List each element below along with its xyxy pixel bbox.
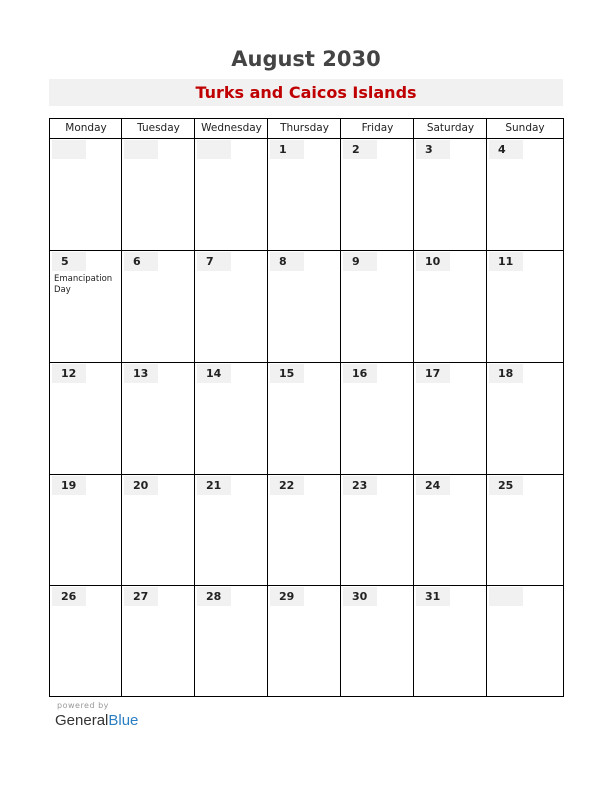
generalblue-logo[interactable] [55, 712, 138, 729]
day-number: 10 [425, 255, 441, 268]
day-number: 27 [133, 590, 149, 603]
day-number: 16 [352, 367, 368, 380]
day-number: 26 [61, 590, 77, 603]
powered-by-label: powered by [57, 701, 109, 710]
weekday-header-wednesday: Wednesday [201, 122, 262, 134]
holiday-note: Emancipation Day [54, 274, 113, 295]
grid-horizontal-line [50, 585, 563, 586]
day-number: 13 [133, 367, 149, 380]
country-name: Turks and Caicos Islands [195, 83, 417, 102]
day-number-box [343, 252, 377, 271]
day-number: 14 [206, 367, 222, 380]
day-number: 24 [425, 479, 441, 492]
grid-vertical-line [267, 119, 268, 696]
day-number-box [270, 140, 304, 159]
weekday-header-tuesday: Tuesday [137, 122, 180, 134]
weekday-header-monday: Monday [65, 122, 107, 134]
day-number: 28 [206, 590, 222, 603]
day-number: 21 [206, 479, 222, 492]
day-number: 15 [279, 367, 295, 380]
day-number: 1 [279, 143, 287, 156]
grid-horizontal-line [50, 250, 563, 251]
day-number: 29 [279, 590, 295, 603]
grid-horizontal-line [50, 362, 563, 363]
day-number: 11 [498, 255, 514, 268]
day-number-box [343, 140, 377, 159]
weekday-header-sunday: Sunday [505, 122, 545, 134]
day-number-box [270, 252, 304, 271]
day-number: 6 [133, 255, 141, 268]
grid-vertical-line [194, 119, 195, 696]
country-banner [49, 79, 563, 106]
weekday-header-thursday: Thursday [280, 122, 329, 134]
day-number-box [124, 252, 158, 271]
day-number: 31 [425, 590, 441, 603]
day-number: 3 [425, 143, 433, 156]
day-number: 19 [61, 479, 77, 492]
day-number-box [52, 252, 86, 271]
day-number-box [489, 140, 523, 159]
day-number: 9 [352, 255, 360, 268]
empty-day-box [124, 140, 158, 159]
weekday-header-friday: Friday [361, 122, 394, 134]
brand-text-general: General [55, 712, 109, 729]
grid-vertical-line [486, 119, 487, 696]
grid-vertical-line [340, 119, 341, 696]
calendar-title: August 2030 [231, 47, 381, 71]
calendar-grid [49, 118, 564, 697]
empty-day-box [197, 140, 231, 159]
grid-vertical-line [121, 119, 122, 696]
day-number: 30 [352, 590, 368, 603]
day-number-box [416, 140, 450, 159]
grid-vertical-line [413, 119, 414, 696]
empty-day-box [52, 140, 86, 159]
day-number: 7 [206, 255, 214, 268]
weekday-header-saturday: Saturday [426, 122, 475, 134]
day-number: 18 [498, 367, 514, 380]
day-number: 17 [425, 367, 441, 380]
brand-text-blue: Blue [108, 712, 139, 729]
empty-day-box [489, 587, 523, 606]
day-number: 4 [498, 143, 506, 156]
day-number: 8 [279, 255, 287, 268]
day-number: 23 [352, 479, 368, 492]
day-number: 2 [352, 143, 360, 156]
grid-horizontal-line [50, 474, 563, 475]
day-number: 25 [498, 479, 514, 492]
day-number: 20 [133, 479, 149, 492]
day-number-box [197, 252, 231, 271]
day-number: 5 [61, 255, 69, 268]
day-number: 22 [279, 479, 295, 492]
day-number: 12 [61, 367, 77, 380]
